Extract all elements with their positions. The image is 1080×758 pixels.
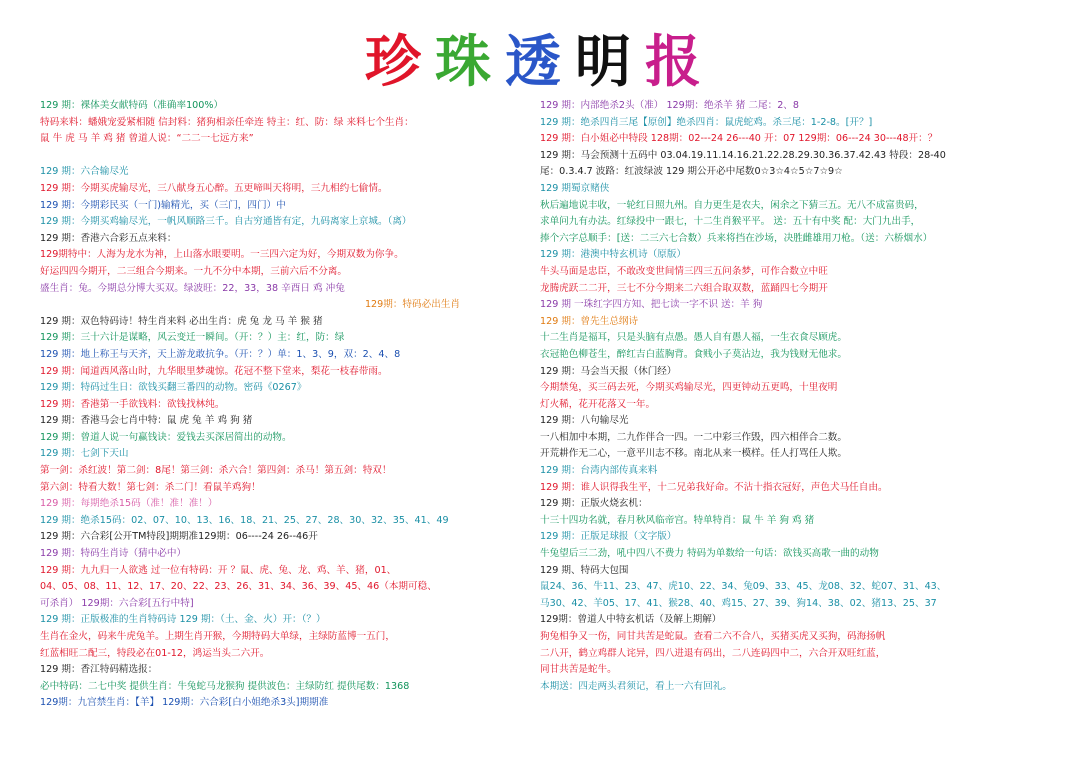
right-text-line: 十二生肖是福耳，只是头脑有点愚。愚人自有愚人福，一生衣食尽顾虎。 xyxy=(540,332,847,344)
right-text-line: 129 期：曾先生总纲诗 xyxy=(540,315,639,327)
right-text-line: 129 期：内部绝杀2头（准） 129期：绝杀羊 猪 二尾：2、8 xyxy=(540,100,800,111)
left-text-line: 129 期：地上称王与天齐，天上游龙敢抗争。（开：？）单：1、3、9，双：2、4、8 xyxy=(40,348,401,360)
left-text-line: 好运四四今期开，二三组合今期来。一九不分中本期，三前六后不分离。 xyxy=(40,265,347,277)
left-text-line: 129 期：每期绝杀15码（准！准！准！） xyxy=(40,498,218,510)
left-text-line: 129期：特码必出生肖 xyxy=(364,299,460,311)
left-text-line: 必中特码：二七中奖 提供生肖：牛兔蛇马龙猴狗 提供波色：主绿防红 提供尾数：1368 xyxy=(40,680,410,692)
right-text-line: 求单问九有办法。红绿投中一跟七，十二生肖猴平平。 送：五十有中奖 配：大门九出手， xyxy=(540,216,921,228)
right-text-line: 同甘共苦是蛇牛。 xyxy=(540,664,617,676)
right-text-line: 秋后遍地说丰收，一轮红日照九州。自力更生是农夫，闲余之下猜三五。无八不成富贵码， xyxy=(540,199,924,211)
left-text-line: 129 期：今期买虎输尽光，三八献身五心醉。五更啼叫天将明，三九相约七偷情。 xyxy=(40,182,388,194)
right-text-line: 尾：0.3.4.7 波路：红波绿波 129 期公开必中尾数0☆3☆4☆5☆7☆9☆ xyxy=(540,166,843,178)
right-text-line: 鼠24、36、牛11、23、47、虎10、22、34、兔09、33、45、龙08、32、蛇07、31、43、 xyxy=(540,581,947,593)
left-text-line xyxy=(40,148,540,165)
right-text-line: 一八相加中本期，二九作伴合一四。一二中彩三作毁，四六相伴合二数。 xyxy=(540,431,847,443)
left-text-line: 129 期：特码生肖诗（猜中必中） xyxy=(40,548,187,560)
title-char: 透 xyxy=(505,29,575,95)
right-text-line: 开荒耕作无二心，一意平川志不移。南北从来一模样。任人打骂任人欺。 xyxy=(540,448,847,460)
right-text-line: 狗兔相争又一伤，同甘共苦是蛇鼠。查看二六不合八，买猪买虎又买狗，码海扬帆 xyxy=(540,631,886,642)
right-text-line: 129 期：八句输尽光 xyxy=(540,415,629,427)
right-column xyxy=(540,98,1045,695)
left-text-line: 04、05、08、11、12、17、20、22、23、26、31、34、36、39、45、46（本期可稳、 xyxy=(40,581,437,593)
left-text-line: 129期特中：人海为龙水为神，上山落水眼要明。一三四六定为好，今期双数为你争。 xyxy=(40,249,404,261)
right-text-line: 十三十四功名就，春月秋风临帝宫。特单特肖：鼠 牛 羊 狗 鸡 猪 xyxy=(540,514,815,526)
right-text-line: 二八开，鹤立鸡群人诧异，四八进退有码出，二八连码四中二，六合开双旺红蓝， xyxy=(540,647,886,659)
left-text-line: 红蓝相旺二配三，特段必在01-12，鸿运当头二六开。 xyxy=(40,647,270,659)
right-text-line: 129 期：白小姐必中特段 128期：02---24 26---40 开：07 129期：06---24 30---48开：？ xyxy=(540,133,938,145)
newspaper-title xyxy=(0,18,1080,95)
right-text-line: 龙腾虎跃二二开，三七不分今期来二六组合取双数，蓝踊四七今期开 xyxy=(540,282,828,294)
left-text-line: 129 期：香港马会七肖中特：鼠 虎 兔 羊 鸡 狗 猪 xyxy=(40,415,253,427)
left-text-line: 129 期：六合彩[公开TM特段]期期准129期：06----24 26--46开 xyxy=(40,531,318,543)
right-text-line: 牛头马面是忠臣，不敢改变世间情三四三五问条梦，可作合数立中旺 xyxy=(540,265,828,277)
left-text-line: 鼠 牛 虎 马 羊 鸡 猪 曾道人说：“二二一七远方来” xyxy=(40,133,254,145)
right-text-line: 129 期：正版火烧玄机： xyxy=(540,498,648,510)
left-text-line: 129 期：七剑下天山 xyxy=(40,448,129,460)
right-text-line: 马30、42、羊05、17、41、猴28、40、鸡15、27、39、狗14、38、02、猪13、25、37 xyxy=(540,597,937,609)
left-text-line: 129 期：正版极准的生肖特码诗 129 期：（土、金、火）开：（？） xyxy=(40,614,326,626)
right-text-line: 捧个六字总顺手：[送：二三六七合数）兵来将挡在沙场，决胜雌雄用刀枪。（送：六桥烟水） xyxy=(540,232,933,244)
left-text-line: 生肖在金火，码来牛虎兔羊。上期生肖开猴，今期特码大单绿，主绿防蓝博一五门， xyxy=(40,631,395,642)
right-text-line: 129 期：台湾内部传真来料 xyxy=(540,465,658,477)
right-text-line: 灯火稀，花开花落又一年。 xyxy=(540,398,656,410)
right-text-line: 今期禁兔，买三码去死，今期买鸡输尽光，四更钟动五更鸣，十里夜明 xyxy=(540,382,838,394)
left-text-line: 129 期：六合输尽光 xyxy=(40,166,129,178)
left-text-line: 129 期：三十六计是谋略，风云变迁一瞬间。（开：？）主：红，防：绿 xyxy=(40,332,345,344)
left-text-line: 129 期：九九归一人欲逃 过一位有特码：开 ？鼠、虎、兔、龙、鸡、羊、猪，01、 xyxy=(40,564,397,576)
left-text-line: 129 期：裸体美女献特码（准确率100%） xyxy=(40,100,224,111)
title-char: 报 xyxy=(645,29,715,95)
right-text-line: 129 期：马会预测十五码中 03.04.19.11.14.16.21.22.28.29.30.36.37.42.43 特段：28-40 xyxy=(540,149,946,161)
right-text-line: 129 期：绝杀四肖三尾【原创】绝杀四肖：鼠虎蛇鸡。杀三尾：1-2-8。[开？] xyxy=(540,116,873,128)
left-column xyxy=(40,98,540,712)
left-text-line: 129 期：香港六合彩五点来料： xyxy=(40,232,177,244)
right-text-line: 129 期：谁人识得我生平，十二兄弟我好命。不沾十指衣冠好，声色犬马任自由。 xyxy=(540,481,888,493)
right-text-line: 牛兔望后三二劲，吼中四八不费力 特码为单数给一句话：欲钱买高歌一曲的动物 xyxy=(540,548,879,560)
right-text-line: 129 期：港澳中特玄机诗（原版） xyxy=(540,249,687,261)
right-text-line: 129 期：正版足球报（文字版） xyxy=(540,531,677,543)
left-text-line: 129 期：香江特码精选报： xyxy=(40,664,158,676)
left-text-line: 盛生肖：兔。今期总分博大买双。绿波旺：22，33，38 辛酉日 鸡 冲兔 xyxy=(40,282,345,294)
right-text-line: 129 期、特码大包围 xyxy=(540,564,629,576)
right-text-line: 129 期 一珠红字四方知、把七读一字不识 送：羊 狗 xyxy=(540,299,763,311)
left-text-line: 特码来料：蟠娥宠爱紧相随 信封料：猪狗相亲任牵连 特主：红、防：绿 来料七个生肖： xyxy=(40,116,414,128)
right-text-line: 129期：曾道人中特玄机话（及解上期解） xyxy=(540,614,722,626)
left-text-line: 129 期：绝杀15码：02、07、10、13、16、18、21、25、27、28、30、32、35、41、49 xyxy=(40,514,449,526)
left-text-line: 第一剑：杀红波！第二剑：8尾！第三剑：杀六合！第四剑：杀马！第五剑：特双！ xyxy=(40,465,392,477)
left-text-line: 第六剑：特看大数！第七剑：杀二门！看鼠羊鸡狗！ xyxy=(40,481,261,493)
left-text-line: 129 期：特码过生日：欲钱买翻三番四的动物。密码《0267》 xyxy=(40,382,307,394)
left-text-line: 129 期：闻道西风落山时，九华眼里梦魂惊。花冠不整下堂来，梨花一枝春带雨。 xyxy=(40,365,388,377)
title-char: 明 xyxy=(575,29,645,95)
left-text-line: 可杀肖） 129期：六合彩[五行中特] xyxy=(40,597,194,609)
right-text-line: 衣冠艳色柳苍生，醉红吉白蓝胸背。食贱小子莫沾边，我为钱财无他求。 xyxy=(540,348,847,360)
left-text-line: 129 期：今期买鸡输尽光，一帆风顺路三千。自古穷通皆有定，九码离家上京城。（离） xyxy=(40,216,412,228)
left-text-line: 129 期：今期彩民买（一门)输精光，买（三门，四门）中 xyxy=(40,199,286,211)
right-text-line: 本期送：四走两头君须记，看上一六有回礼。 xyxy=(540,680,732,692)
left-text-line: 129 期：双色特码诗！特生肖来料 必出生肖：虎 兔 龙 马 羊 猴 猪 xyxy=(40,315,323,327)
title-char: 珍 xyxy=(365,29,435,95)
right-text-line: 129 期：马会当天报（休门经） xyxy=(540,365,677,377)
title-char: 珠 xyxy=(435,29,505,95)
left-text-line: 129 期：曾道人说一句赢钱诀：爱钱去买深居简出的动物。 xyxy=(40,431,292,443)
right-text-line: 129 期蜀京赌侠 xyxy=(540,182,610,194)
left-text-line: 129 期：香港第一手欲钱料：欲钱找林纯。 xyxy=(40,398,225,410)
left-text-line: 129期：九宫禁生肖：【羊】 129期：六合彩[白小姐绝杀3头]期期准 xyxy=(40,697,329,709)
